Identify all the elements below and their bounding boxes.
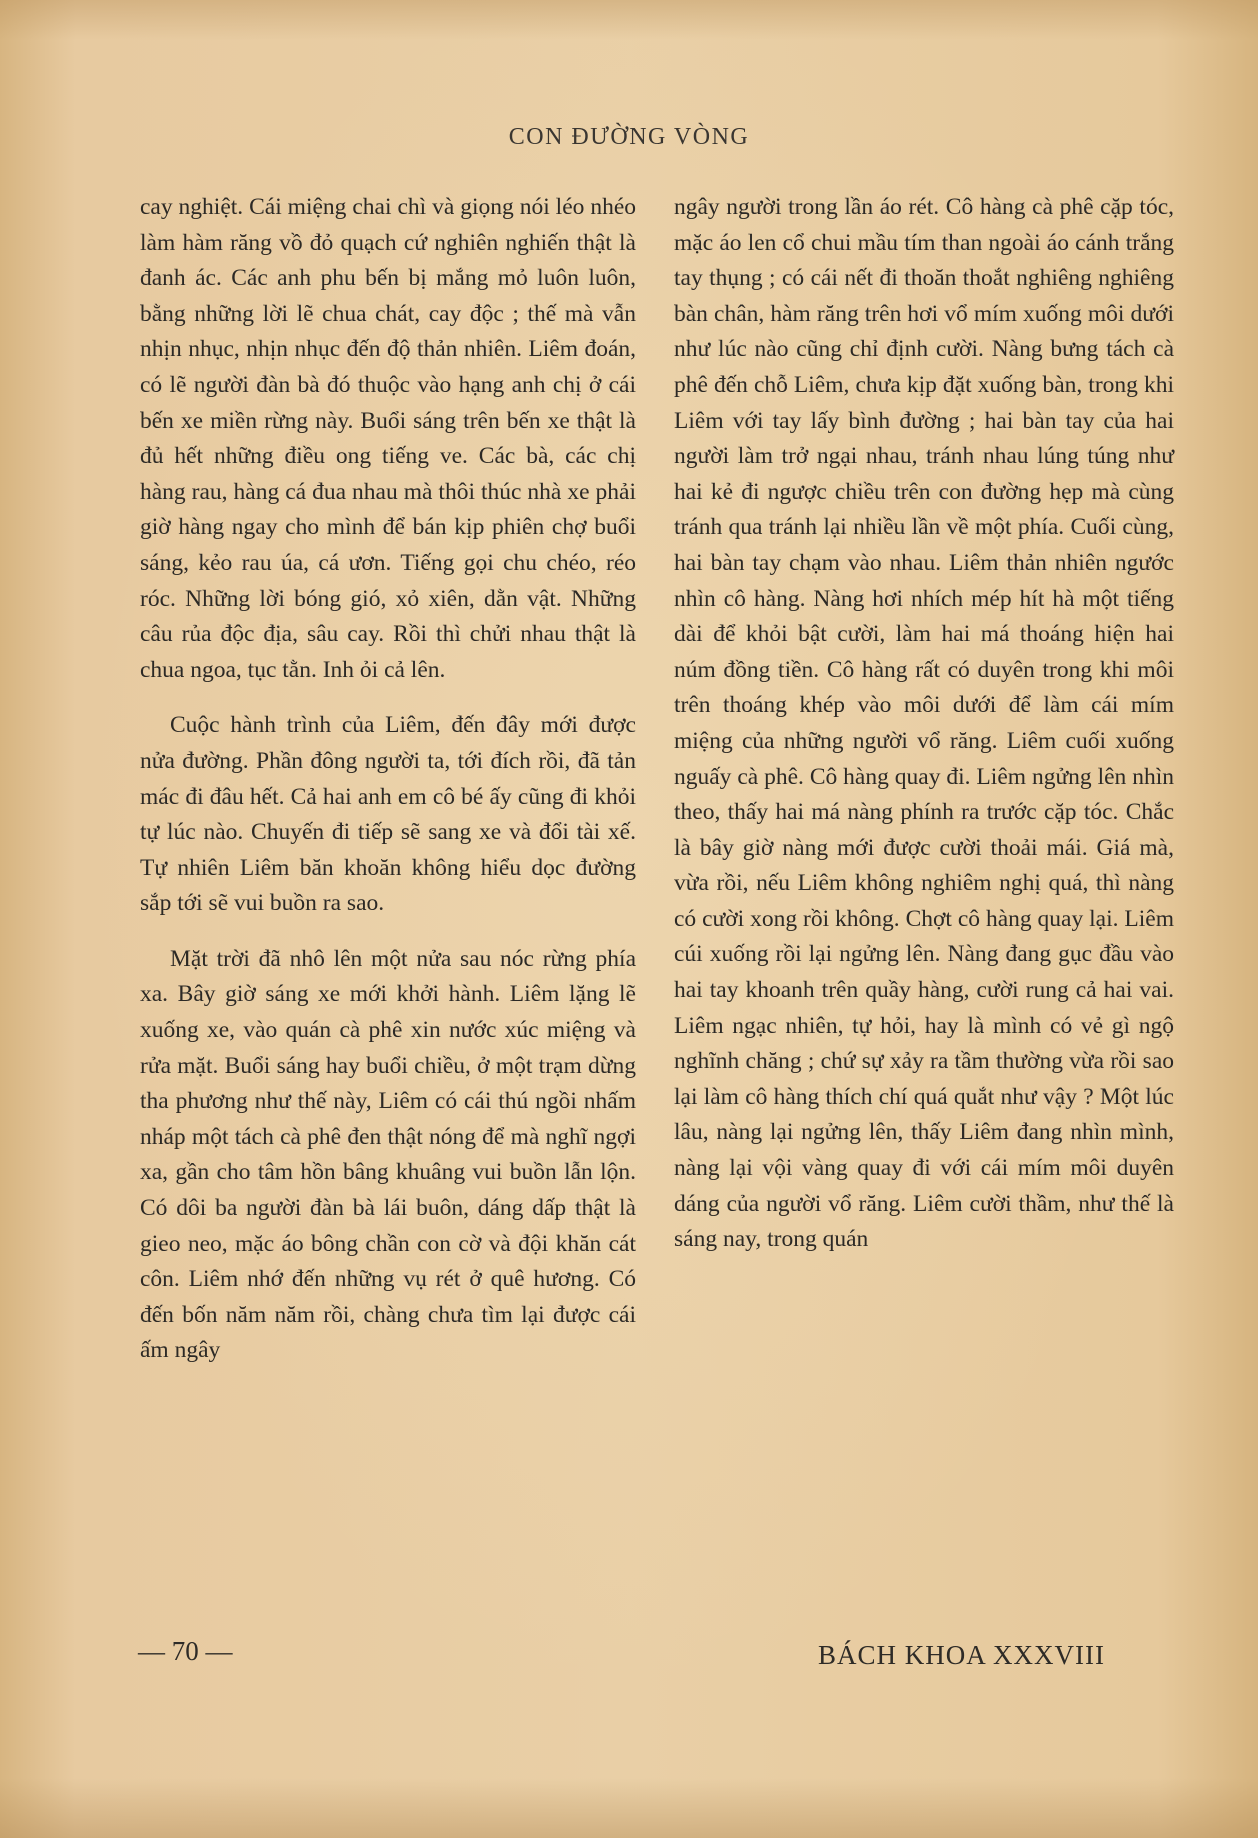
- paragraph: Cuộc hành trình của Liêm, đến đây mới được nửa đường. Phần đông người ta, tới đích rồi, đã tản mác đi đâu hết. Cả hai anh em cô bé ấy cũng đi khỏi tự lúc nào. Chuyến đi tiếp sẽ sang xe và đổi tài xế. Tự nhiên Liêm băn khoăn không hiểu dọc đường sắp tới sẽ vui buồn ra sao.: [140, 712, 636, 917]
- right-column: [674, 190, 1174, 1258]
- paper-edge-bottom: [0, 1778, 1258, 1838]
- paragraph: cay nghiệt. Cái miệng chai chì và giọng nói léo nhéo làm hàm răng vồ đỏ quạch cứ nghiên nghiến thật là đanh ác. Các anh phu bến bị mắng mỏ luôn luôn, bằng những lời lẽ chua chát, cay độc ; thế mà vẫn nhịn nhục, nhịn nhục đến độ thản nhiên. Liêm đoán, có lẽ người đàn bà đó thuộc vào hạng anh chị ở cái bến xe miền rừng này. Buổi sáng trên bến xe thật là đủ hết những điều ong tiếng ve. Các bà, các chị hàng rau, hàng cá đua nhau mà thôi thúc nhà xe phải giờ hàng ngay cho mình để bán kịp phiên chợ buổi sáng, kẻo rau úa, cá ươn. Tiếng gọi chu chéo, réo róc. Những lời bóng gió, xỏ xiên, dằn vật. Những câu rủa độc địa, sâu cay. Rồi thì chửi nhau thật là chua ngoa, tục tằn. Inh ỏi cả lên.: [140, 194, 636, 683]
- running-title: CON ĐƯỜNG VÒNG: [508, 124, 750, 150]
- paper-edge-top: [0, 0, 1258, 40]
- paragraph: ngây người trong lần áo rét. Cô hàng cà phê cặp tóc, mặc áo len cổ chui mầu tím than ngoài áo cánh trắng tay thụng ; có cái nết đi thoăn thoắt nghiêng nghiêng bàn chân, hàm răng trên hơi vổ mím xuống môi dưới như lúc nào cũng chỉ định cười. Nàng bưng tách cà phê đến chỗ Liêm, chưa kịp đặt xuống bàn, trong khi Liêm với tay lấy bình đường ; hai bàn tay của hai người làm trở ngại nhau, tránh nhau lúng túng như hai kẻ đi ngược chiều trên con đường hẹp mà cùng tránh qua tránh lại nhiều lần về một phía. Cuối cùng, hai bàn tay chạm vào nhau. Liêm thản nhiên ngước nhìn cô hàng. Nàng hơi nhích mép hít hà một tiếng dài để khỏi bật cười, làm hai má thoáng hiện hai núm đồng tiền. Cô hàng rất có duyên trong khi môi trên thoáng khép vào môi dưới để làm cái mím miệng của những người vổ răng. Liêm cuối xuống nguấy cà phê. Cô hàng quay đi. Liêm ngửng lên nhìn theo, thấy hai má nàng phính ra trước cặp tóc. Chắc là bây giờ nàng mới được cười thoải mái. Giá mà, vừa rồi, nếu Liêm không nghiêm nghị quá, thì nàng có cười xong rồi không. Chợt cô hàng quay lại. Liêm cúi xuống rồi lại ngửng lên. Nàng đang gục đầu vào hai tay khoanh trên quầy hàng, cười rung cả hai vai. Liêm ngạc nhiên, tự hỏi, hay là mình có vẻ gì ngộ nghĩnh chăng ; chứ sự xảy ra tầm thường vừa rồi sao lại làm cô hàng thích chí quá quắt như vậy ? Một lúc lâu, nàng lại ngửng lên, thấy Liêm đang nhìn mình, nàng lại vội vàng quay đi với cái mím môi duyên dáng của người vổ răng. Liêm cười thầm, như thế là sáng nay, trong quán: [674, 194, 1174, 1253]
- journal-issue: BÁCH KHOA XXXVIII: [818, 1640, 1105, 1670]
- page-number: — 70 —: [138, 1636, 233, 1666]
- paragraph: Mặt trời đã nhô lên một nửa sau nóc rừng phía xa. Bây giờ sáng xe mới khởi hành. Liêm lặng lẽ xuống xe, vào quán cà phê xin nước xúc miệng và rửa mặt. Buổi sáng hay buổi chiều, ở một trạm dừng tha phương như thế này, Liêm có cái thú ngồi nhấm nháp một tách cà phê đen thật nóng để mà nghĩ ngợi xa, gần cho tâm hồn bâng khuâng vui buồn lẫn lộn. Có dôi ba người đàn bà lái buôn, dáng dấp thật là gieo neo, mặc áo bông chần con cờ và đội khăn cát côn. Liêm nhớ đến những vụ rét ở quê hương. Có đến bốn năm năm rồi, chàng chưa tìm lại được cái ấm ngây: [140, 945, 636, 1364]
- left-column: [140, 190, 636, 1369]
